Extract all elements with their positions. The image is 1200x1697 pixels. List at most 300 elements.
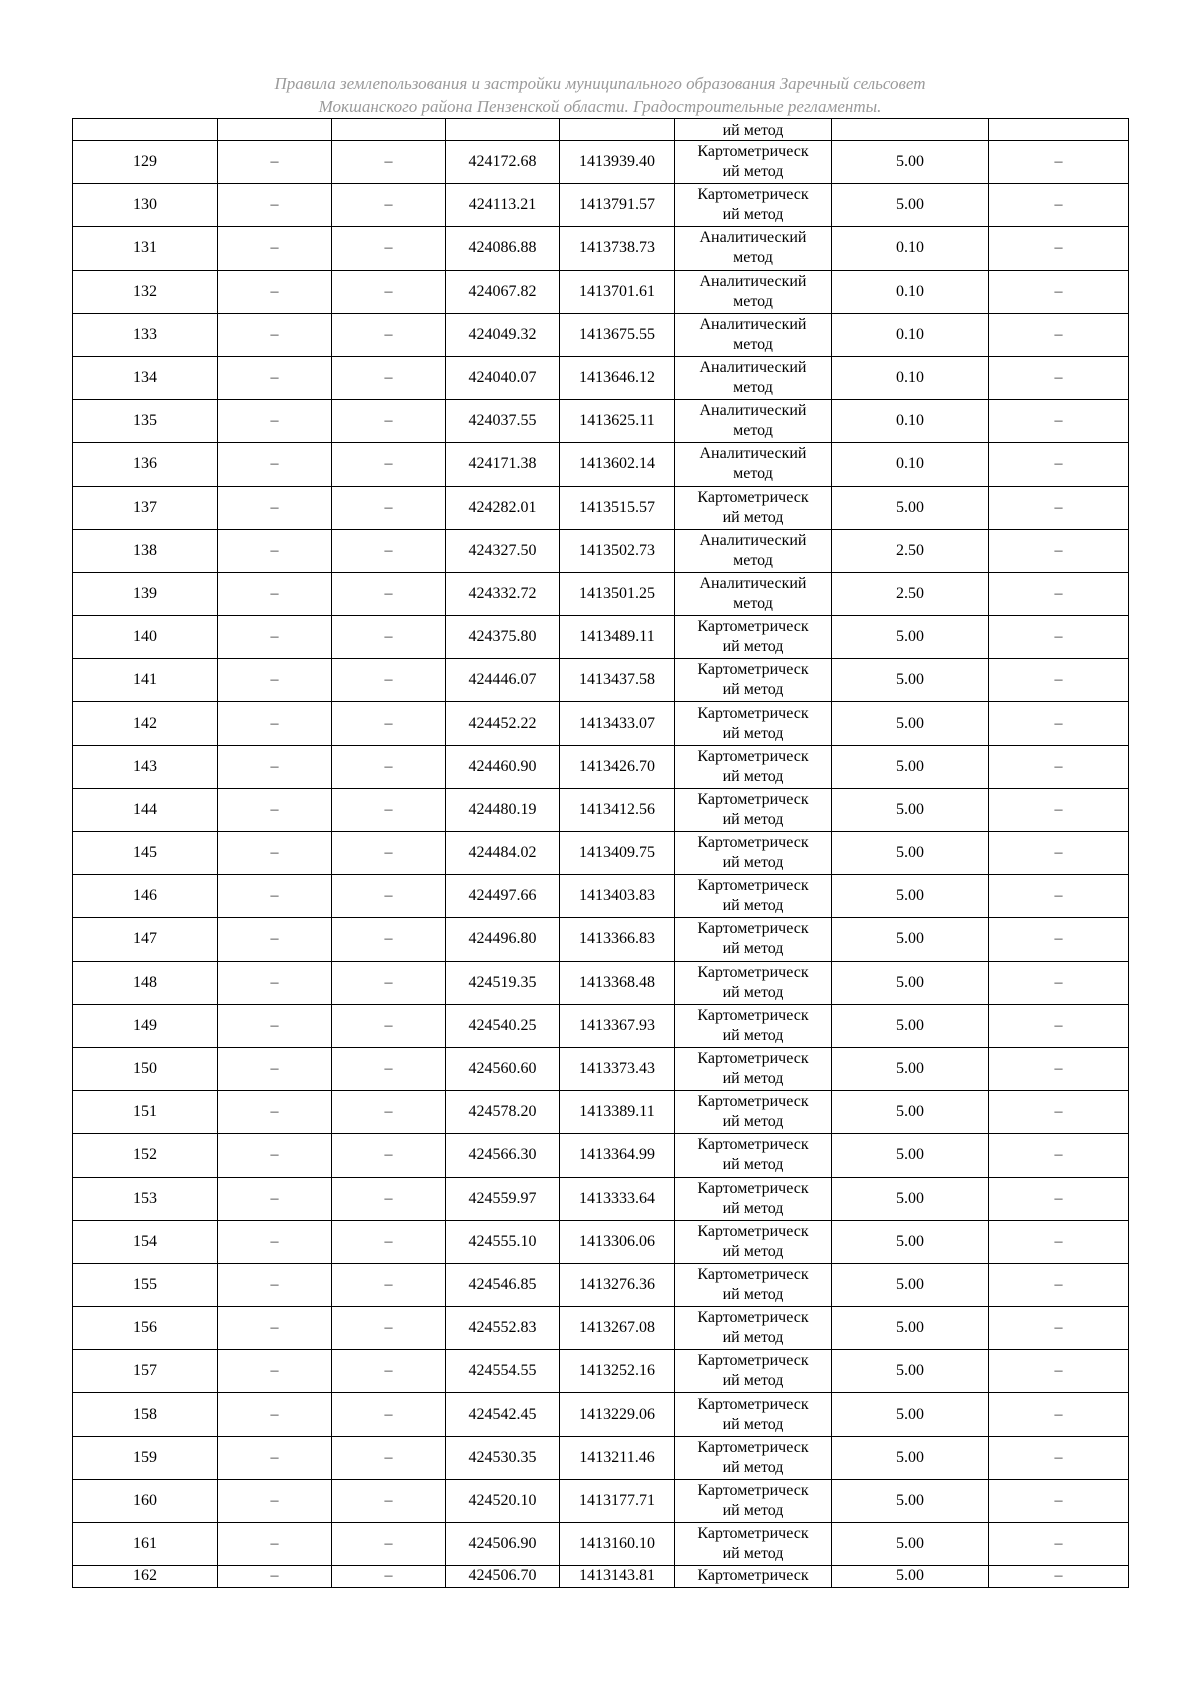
cell-accuracy: 5.00 [832, 788, 989, 831]
method-line-2: ий метод [722, 1113, 784, 1131]
cell-col3: – [332, 400, 446, 443]
cell-y: 1413367.93 [560, 1004, 675, 1047]
cell-col2: – [218, 875, 332, 918]
cell-col3: – [332, 832, 446, 875]
header-line-2: Мокшанского района Пензенской области. Градостроительные регламенты. [318, 97, 882, 116]
cell-method [675, 1350, 832, 1393]
table-row [73, 1004, 1129, 1047]
cell-accuracy: 2.50 [832, 529, 989, 572]
cell-x: 424037.55 [446, 400, 560, 443]
cell-col8: – [989, 1350, 1129, 1393]
cell-y: 1413625.11 [560, 400, 675, 443]
cell-y: 1413364.99 [560, 1134, 675, 1177]
method-line-1: Картометрическ [697, 143, 809, 161]
cell-y: 1413177.71 [560, 1479, 675, 1522]
cell-method [675, 1393, 832, 1436]
cell-method [675, 1523, 832, 1566]
method-line-1: Картометрическ [697, 661, 809, 679]
cell-col3: – [332, 313, 446, 356]
method-line-2: ий метод [722, 940, 784, 958]
cell-number: 151 [73, 1091, 218, 1134]
cell-accuracy: 5.00 [832, 1177, 989, 1220]
table-row [73, 529, 1129, 572]
method-line-2: ий метод [722, 1070, 784, 1088]
cell-y: 1413791.57 [560, 184, 675, 227]
table-row [73, 1047, 1129, 1090]
cell-number: 136 [73, 443, 218, 486]
method-line-2: ий метод [722, 508, 784, 526]
cell-method [675, 745, 832, 788]
cell-col3: – [332, 356, 446, 399]
cell-col2: – [218, 918, 332, 961]
method-line-2: ий метод [722, 681, 784, 699]
cell-col8: – [989, 572, 1129, 615]
cell-y: 1413489.11 [560, 616, 675, 659]
cell-y: 1413675.55 [560, 313, 675, 356]
method-line-2: ий метод [722, 810, 784, 828]
method-line-1: Картометрическ [697, 877, 809, 895]
cell-col2: – [218, 961, 332, 1004]
cell-y: 1413502.73 [560, 529, 675, 572]
cell-y: 1413515.57 [560, 486, 675, 529]
cell-x: 424327.50 [446, 529, 560, 572]
cell-method [675, 875, 832, 918]
cell-y [560, 119, 675, 141]
table-row [73, 918, 1129, 961]
cell-col2: – [218, 1393, 332, 1436]
cell-x: 424552.83 [446, 1307, 560, 1350]
cell-x: 424497.66 [446, 875, 560, 918]
cell-col2: – [218, 1523, 332, 1566]
table-row [73, 788, 1129, 831]
table-row [73, 616, 1129, 659]
cell-col8: – [989, 1091, 1129, 1134]
cell-method [675, 616, 832, 659]
method-line-2: метод [733, 292, 773, 310]
cell-col2: – [218, 745, 332, 788]
method-line-2: метод [733, 422, 773, 440]
cell-accuracy: 5.00 [832, 1220, 989, 1263]
cell-accuracy: 5.00 [832, 1523, 989, 1566]
method-line-2: ий метод [722, 724, 784, 742]
method-line-1: Картометрическ [697, 1438, 809, 1456]
table-row [73, 1350, 1129, 1393]
table-row [73, 443, 1129, 486]
cell-x: 424484.02 [446, 832, 560, 875]
cell-col3: – [332, 1350, 446, 1393]
cell-col2: – [218, 788, 332, 831]
cell-accuracy: 0.10 [832, 400, 989, 443]
cell-col3: – [332, 486, 446, 529]
cell-col8: – [989, 659, 1129, 702]
cell-number: 144 [73, 788, 218, 831]
cell-method [675, 443, 832, 486]
cell-col2: – [218, 1350, 332, 1393]
cell-method [675, 184, 832, 227]
cell-number: 129 [73, 141, 218, 184]
cell-x: 424480.19 [446, 788, 560, 831]
cell-col8: – [989, 1047, 1129, 1090]
method-line-2: ий метод [722, 638, 784, 656]
cell-accuracy: 5.00 [832, 1047, 989, 1090]
method-line-2: ий метод [722, 1026, 784, 1044]
cell-col2: – [218, 1479, 332, 1522]
cell-y: 1413229.06 [560, 1393, 675, 1436]
cell-x: 424578.20 [446, 1091, 560, 1134]
cell-col2: – [218, 486, 332, 529]
cell-col8: – [989, 745, 1129, 788]
cell-number: 147 [73, 918, 218, 961]
cell-col3: – [332, 1134, 446, 1177]
table-row [73, 141, 1129, 184]
cell-number: 132 [73, 270, 218, 313]
cell-x: 424542.45 [446, 1393, 560, 1436]
cell-y: 1413701.61 [560, 270, 675, 313]
cell-number: 138 [73, 529, 218, 572]
cell-col2: – [218, 400, 332, 443]
cell-y: 1413409.75 [560, 832, 675, 875]
method-line-1: Картометрическ [697, 1050, 809, 1068]
table-row [73, 1177, 1129, 1220]
cell-accuracy: 5.00 [832, 745, 989, 788]
cell-col8: – [989, 832, 1129, 875]
header-line-1: Правила землепользования и застройки муниципального образования Заречный сельсовет [274, 74, 926, 93]
method-line-2: ий метод [722, 1372, 784, 1390]
table-row [73, 1479, 1129, 1522]
cell-number: 133 [73, 313, 218, 356]
cell-col2 [218, 119, 332, 141]
cell-number: 139 [73, 572, 218, 615]
cell-number: 146 [73, 875, 218, 918]
method-line-2: ий метод [722, 1156, 784, 1174]
cell-col3: – [332, 184, 446, 227]
cell-number: 159 [73, 1436, 218, 1479]
cell-method [675, 1263, 832, 1306]
cell-col3: – [332, 1004, 446, 1047]
cell-col8: – [989, 227, 1129, 270]
method-line-1: Картометрическ [697, 704, 809, 722]
cell-col8 [989, 119, 1129, 141]
cell-col8: – [989, 1566, 1129, 1588]
cell-col8: – [989, 616, 1129, 659]
table-row [73, 702, 1129, 745]
table-row [73, 659, 1129, 702]
cell-x: 424332.72 [446, 572, 560, 615]
cell-col2: – [218, 702, 332, 745]
cell-accuracy: 5.00 [832, 918, 989, 961]
cell-col3: – [332, 1523, 446, 1566]
cell-accuracy: 5.00 [832, 961, 989, 1004]
cell-number: 134 [73, 356, 218, 399]
method-line-1: Картометрическ [697, 186, 809, 204]
method-line-1: Картометрическ [697, 1136, 809, 1154]
cell-method [675, 1436, 832, 1479]
method-line-2: ий метод [722, 1545, 784, 1563]
table-row-continuation [73, 119, 1129, 141]
cell-accuracy: 0.10 [832, 313, 989, 356]
cell-method [675, 141, 832, 184]
cell-col8: – [989, 918, 1129, 961]
cell-x: 424506.70 [446, 1566, 560, 1588]
table-row [73, 1523, 1129, 1566]
cell-y: 1413501.25 [560, 572, 675, 615]
cell-method [675, 313, 832, 356]
cell-x: 424452.22 [446, 702, 560, 745]
cell-accuracy: 5.00 [832, 1393, 989, 1436]
cell-number: 135 [73, 400, 218, 443]
cell-col2: – [218, 1263, 332, 1306]
table-row [73, 961, 1129, 1004]
cell-col2: – [218, 1307, 332, 1350]
cell-accuracy: 0.10 [832, 356, 989, 399]
method-line-1: Картометрическ [697, 1309, 809, 1327]
cell-accuracy: 5.00 [832, 1566, 989, 1588]
cell-x: 424540.25 [446, 1004, 560, 1047]
cell-method [675, 788, 832, 831]
cell-col8: – [989, 1307, 1129, 1350]
method-line-1: Картометрическ [697, 963, 809, 981]
cell-col8: – [989, 1523, 1129, 1566]
cell-accuracy: 5.00 [832, 659, 989, 702]
cell-col3: – [332, 961, 446, 1004]
cell-col8: – [989, 400, 1129, 443]
method-line-1: Картометрическ [697, 920, 809, 938]
cell-y: 1413602.14 [560, 443, 675, 486]
cell-method [675, 1307, 832, 1350]
table-row [73, 313, 1129, 356]
cell-x: 424546.85 [446, 1263, 560, 1306]
table-row [73, 1220, 1129, 1263]
cell-method [675, 832, 832, 875]
cell-method [675, 227, 832, 270]
cell-x: 424282.01 [446, 486, 560, 529]
cell-method [675, 1177, 832, 1220]
cell-col3: – [332, 1436, 446, 1479]
method-line-1: Картометрическ [697, 790, 809, 808]
table-row [73, 1393, 1129, 1436]
cell-col8: – [989, 141, 1129, 184]
cell-method [675, 702, 832, 745]
cell-number: 148 [73, 961, 218, 1004]
method-line-1: Картометрическ [697, 1525, 809, 1543]
cell-x: 424460.90 [446, 745, 560, 788]
cell-method [675, 1134, 832, 1177]
table-row [73, 227, 1129, 270]
cell-accuracy: 5.00 [832, 832, 989, 875]
cell-col3: – [332, 1566, 446, 1588]
cell-y: 1413373.43 [560, 1047, 675, 1090]
method-line-1: Картометрическ [697, 1395, 809, 1413]
cell-number: 140 [73, 616, 218, 659]
cell-col8: – [989, 702, 1129, 745]
cell-accuracy: 5.00 [832, 616, 989, 659]
cell-col2: – [218, 313, 332, 356]
method-line-1: Аналитический [699, 445, 807, 463]
method-line-2: ий метод [722, 206, 784, 224]
cell-col3: – [332, 1220, 446, 1263]
cell-x: 424496.80 [446, 918, 560, 961]
cell-accuracy: 0.10 [832, 227, 989, 270]
cell-x: 424560.60 [446, 1047, 560, 1090]
cell-col3: – [332, 1047, 446, 1090]
cell-col2: – [218, 227, 332, 270]
cell-y: 1413306.06 [560, 1220, 675, 1263]
cell-accuracy: 5.00 [832, 702, 989, 745]
cell-col3: – [332, 875, 446, 918]
cell-y: 1413403.83 [560, 875, 675, 918]
cell-col8: – [989, 1436, 1129, 1479]
method-line-2: ий метод [722, 854, 784, 872]
table-row [73, 270, 1129, 313]
cell-number: 149 [73, 1004, 218, 1047]
cell-col2: – [218, 616, 332, 659]
method-line-1: Аналитический [699, 272, 807, 290]
cell-number: 153 [73, 1177, 218, 1220]
cell-x: 424067.82 [446, 270, 560, 313]
cell-col2: – [218, 1091, 332, 1134]
method-line-1: Аналитический [699, 359, 807, 377]
cell-col8: – [989, 788, 1129, 831]
method-line-2: ий метод [722, 1199, 784, 1217]
cell-col2: – [218, 1566, 332, 1588]
cell-x: 424375.80 [446, 616, 560, 659]
method-line-2: ий метод [722, 897, 784, 915]
cell-accuracy: 5.00 [832, 141, 989, 184]
table-row [73, 1436, 1129, 1479]
method-line-1: Картометрическ [697, 1093, 809, 1111]
cell-col2: – [218, 1004, 332, 1047]
table-row [73, 1091, 1129, 1134]
cell-number: 162 [73, 1566, 218, 1588]
method-line-1: Картометрическ [697, 488, 809, 506]
cell-y: 1413276.36 [560, 1263, 675, 1306]
cell-col3: – [332, 1479, 446, 1522]
table-row [73, 1134, 1129, 1177]
cell-accuracy: 5.00 [832, 1307, 989, 1350]
cell-y: 1413252.16 [560, 1350, 675, 1393]
cell-col8: – [989, 270, 1129, 313]
method-line-2: метод [733, 551, 773, 569]
cell-col8: – [989, 486, 1129, 529]
cell-number: 156 [73, 1307, 218, 1350]
cell-col3: – [332, 788, 446, 831]
cell-method: Картометрическ [675, 1566, 832, 1588]
cell-y: 1413143.81 [560, 1566, 675, 1588]
cell-number: 158 [73, 1393, 218, 1436]
cell-col3: – [332, 702, 446, 745]
cell-number: 131 [73, 227, 218, 270]
method-line-2: ий метод [722, 1501, 784, 1519]
cell-x: 424554.55 [446, 1350, 560, 1393]
method-line-2: ий метод [722, 1285, 784, 1303]
cell-col8: – [989, 1263, 1129, 1306]
method-line-1: Картометрическ [697, 1481, 809, 1499]
cell-y: 1413333.64 [560, 1177, 675, 1220]
table-row [73, 400, 1129, 443]
cell-y: 1413389.11 [560, 1091, 675, 1134]
cell-x: 424040.07 [446, 356, 560, 399]
cell-col2: – [218, 356, 332, 399]
cell-x: 424520.10 [446, 1479, 560, 1522]
cell-number: 145 [73, 832, 218, 875]
cell-y: 1413368.48 [560, 961, 675, 1004]
cell-method [675, 1479, 832, 1522]
cell-accuracy [832, 119, 989, 141]
cell-col2: – [218, 572, 332, 615]
cell-col3: – [332, 529, 446, 572]
cell-col8: – [989, 356, 1129, 399]
cell-col8: – [989, 1393, 1129, 1436]
cell-x: 424566.30 [446, 1134, 560, 1177]
document-header [0, 72, 1200, 118]
cell-col3: – [332, 270, 446, 313]
cell-x: 424086.88 [446, 227, 560, 270]
method-line-2: метод [733, 249, 773, 267]
cell-method [675, 356, 832, 399]
table-row [73, 572, 1129, 615]
cell-accuracy: 5.00 [832, 1436, 989, 1479]
table-row [73, 745, 1129, 788]
cell-accuracy: 2.50 [832, 572, 989, 615]
coordinates-table [72, 118, 1129, 1588]
method-line-1: Картометрическ [697, 1265, 809, 1283]
cell-method [675, 659, 832, 702]
cell-y: 1413646.12 [560, 356, 675, 399]
cell-method [675, 918, 832, 961]
cell-col8: – [989, 1220, 1129, 1263]
cell-x: 424519.35 [446, 961, 560, 1004]
cell-x: 424171.38 [446, 443, 560, 486]
method-line-1: Аналитический [699, 315, 807, 333]
cell-col2: – [218, 270, 332, 313]
cell-col2: – [218, 1220, 332, 1263]
table-row [73, 1263, 1129, 1306]
cell-col3: – [332, 1393, 446, 1436]
cell-y: 1413738.73 [560, 227, 675, 270]
cell-col2: – [218, 141, 332, 184]
cell-x: 424172.68 [446, 141, 560, 184]
cell-method [675, 270, 832, 313]
method-line-2: метод [733, 594, 773, 612]
method-line-2: метод [733, 335, 773, 353]
method-line-2: ий метод [722, 1458, 784, 1476]
cell-col2: – [218, 1177, 332, 1220]
cell-col2: – [218, 529, 332, 572]
cell-accuracy: 5.00 [832, 1134, 989, 1177]
cell-method [675, 1091, 832, 1134]
method-line-1: Аналитический [699, 229, 807, 247]
cell-number: 152 [73, 1134, 218, 1177]
cell-col3: – [332, 1091, 446, 1134]
cell-col2: – [218, 1134, 332, 1177]
method-line-1: Аналитический [699, 402, 807, 420]
cell-method [675, 572, 832, 615]
cell-y: 1413160.10 [560, 1523, 675, 1566]
cell-number: 143 [73, 745, 218, 788]
method-line-2: ий метод [722, 163, 784, 181]
cell-accuracy: 5.00 [832, 1004, 989, 1047]
cell-number: 161 [73, 1523, 218, 1566]
cell-col3: – [332, 745, 446, 788]
cell-x: 424530.35 [446, 1436, 560, 1479]
method-line-2: ий метод [722, 767, 784, 785]
cell-x: 424446.07 [446, 659, 560, 702]
table-row [73, 875, 1129, 918]
cell-col8: – [989, 1177, 1129, 1220]
cell-number: 150 [73, 1047, 218, 1090]
cell-col2: – [218, 184, 332, 227]
cell-x: 424555.10 [446, 1220, 560, 1263]
